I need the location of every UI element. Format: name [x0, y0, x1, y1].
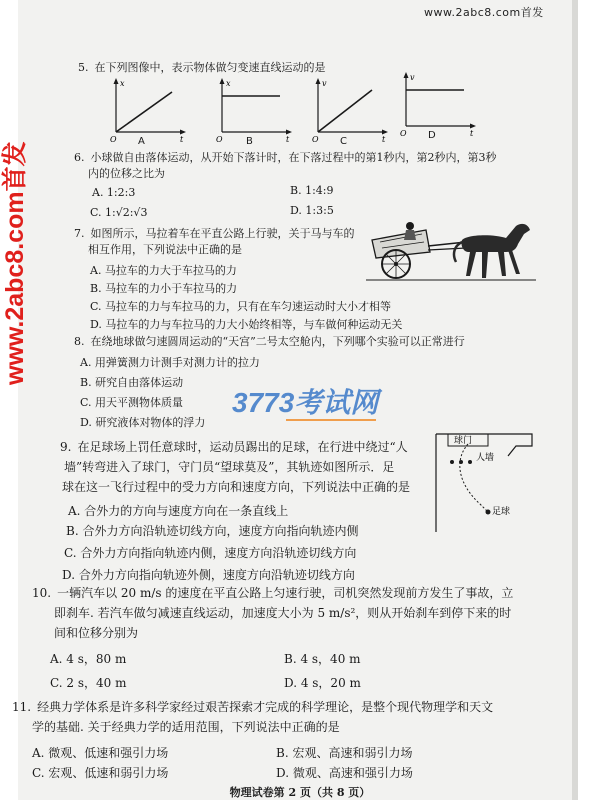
question-stem-line-1: 如图所示，马拉着车在平直公路上行驶，关于马与车的 — [90, 227, 355, 240]
y-axis-label: v — [410, 73, 415, 82]
svg-text:O: O — [400, 129, 407, 138]
question-number: 8. — [74, 335, 85, 348]
question-10-stem-line-3: 间和位移分别为 — [54, 626, 139, 640]
q8-option-b: B. 研究自由落体运动 — [80, 376, 184, 389]
goal-label: 球门 — [454, 436, 473, 446]
q8-option-d: D. 研究液体对物体的浮力 — [80, 416, 206, 429]
question-5 — [78, 60, 326, 75]
q8-option-a: A. 用弹簧测力计测手对测力计的拉力 — [80, 356, 260, 369]
x-axis-label: t — [382, 135, 386, 144]
question-stem-line-1: 在足球场上罚任意球时，运动员踢出的足球，在行进中绕过“人 — [77, 440, 408, 454]
graph-label-b: B — [246, 136, 253, 147]
side-watermark-text: www.2abc8.com首发 — [1, 141, 29, 385]
question-10 — [32, 586, 513, 601]
q10-option-d: D. 4 s，20 m — [284, 676, 361, 690]
ball-label: 足球 — [492, 507, 511, 517]
q5-graph-c — [310, 76, 390, 152]
question-stem-line-1: 一辆汽车以 20 m/s 的速度在平直公路上匀速行驶，司机突然发现前方发生了事故，立 — [57, 586, 514, 600]
q9-option-b: B. 合外力方向沿轨迹切线方向，速度方向指向轨迹内侧 — [66, 524, 359, 538]
question-11-stem-line-2: 学的基础. 关于经典力学的适用范围，下列说法中正确的是 — [32, 720, 340, 734]
question-10-stem-line-2: 即刹车. 若汽车做匀减速直线运动，加速度大小为 5 m/s²，则从开始刹车到停下来的时 — [54, 606, 512, 620]
q7-option-a: A. 马拉车的力大于车拉马的力 — [90, 264, 237, 277]
q9-option-d: D. 合外力方向指向轨迹外侧，速度方向沿轨迹切线方向 — [62, 568, 355, 582]
question-number: 11. — [12, 700, 32, 714]
graph-label-c: C — [340, 136, 347, 147]
x-axis-label: t — [470, 129, 474, 138]
x-axis-label: t — [286, 135, 290, 144]
question-stem-line-1: 经典力学体系是许多科学家经过艰苦探索才完成的科学理论，是整个现代物理学和天文 — [37, 700, 494, 714]
question-number: 7. — [74, 227, 85, 240]
graph-label-a: A — [138, 136, 145, 147]
q5-graph-a — [108, 76, 188, 152]
question-9 — [60, 440, 408, 455]
question-9-stem-line-3: 球在这一飞行过程中的受力方向和速度方向，下列说法中正确的是 — [62, 480, 411, 494]
page-footer: 物理试卷第 2 页（共 8 页） — [229, 786, 371, 799]
q11-option-d: D. 微观、高速和强引力场 — [276, 766, 413, 780]
question-9-stem-line-2: 墙”转弯进入了球门，守门员“望球莫及”，其轨迹如图所示．足 — [64, 460, 395, 474]
q6-option-d: D. 1:3:5 — [290, 204, 334, 217]
q10-option-a: A. 4 s，80 m — [50, 652, 127, 666]
question-number: 9. — [60, 440, 72, 454]
side-watermark — [0, 140, 37, 390]
q7-option-b: B. 马拉车的力小于车拉马的力 — [90, 282, 238, 295]
horse-cart-illustration — [366, 218, 536, 286]
y-axis-label: x — [120, 79, 125, 88]
question-number: 10. — [32, 586, 52, 600]
q10-option-c: C. 2 s，40 m — [50, 676, 127, 690]
question-7 — [74, 226, 355, 241]
svg-text:O: O — [312, 135, 319, 144]
q11-option-b: B. 宏观、高速和弱引力场 — [276, 746, 413, 760]
wall-label: 人墙 — [476, 453, 495, 463]
question-stem-line-1: 小球做自由落体运动，从开始下落计时，在下落过程中的第1秒内，第2秒内，第3秒 — [90, 151, 497, 164]
question-number: 6. — [74, 151, 85, 164]
q9-option-c: C. 合外力方向指向轨迹内侧，速度方向沿轨迹切线方向 — [64, 546, 357, 560]
svg-text:O: O — [216, 135, 223, 144]
q6-option-b: B. 1:4:9 — [290, 184, 334, 197]
q5-graph-d — [398, 70, 478, 146]
question-6 — [74, 150, 497, 165]
question-8 — [74, 334, 465, 349]
q5-graph-b — [214, 76, 294, 152]
site-watermark: www.2abc8.com首发 — [424, 6, 544, 19]
question-6-stem-line-2: 内的位移之比为 — [88, 167, 165, 180]
y-axis-label: v — [322, 79, 327, 88]
q7-option-d: D. 马拉车的力与车拉马的力大小始终相等，与车做何种运动无关 — [90, 318, 403, 331]
q11-option-c: C. 宏观、低速和弱引力场 — [32, 766, 169, 780]
graph-label-d: D — [428, 130, 436, 141]
site-logo — [226, 380, 396, 430]
q8-option-c: C. 用天平测物体质量 — [80, 396, 184, 409]
q9-option-a: A. 合外力的方向与速度方向在一条直线上 — [68, 504, 289, 518]
football-trajectory-figure — [428, 432, 538, 536]
question-7-stem-line-2: 相互作用，下列说法中正确的是 — [88, 243, 242, 256]
question-stem: 在下列图像中，表示物体做匀变速直线运动的是 — [94, 61, 326, 74]
q10-option-b: B. 4 s，40 m — [284, 652, 361, 666]
y-axis-label: x — [226, 79, 231, 88]
q6-option-c: C. 1:√2:√3 — [90, 206, 148, 219]
question-number: 5. — [78, 61, 89, 74]
q7-option-c: C. 马拉车的力与车拉马的力，只有在车匀速运动时大小才相等 — [90, 300, 392, 313]
question-11 — [12, 700, 493, 715]
logo-text: 3773考试网 — [232, 387, 379, 418]
question-stem: 在绕地球做匀速圆周运动的“天宫”二号太空舱内，下列哪个实验可以正常进行 — [90, 335, 465, 348]
q6-option-a: A. 1:2:3 — [92, 186, 136, 199]
q11-option-a: A. 微观、低速和强引力场 — [32, 746, 169, 760]
x-axis-label: t — [180, 135, 184, 144]
svg-text:O: O — [110, 135, 117, 144]
